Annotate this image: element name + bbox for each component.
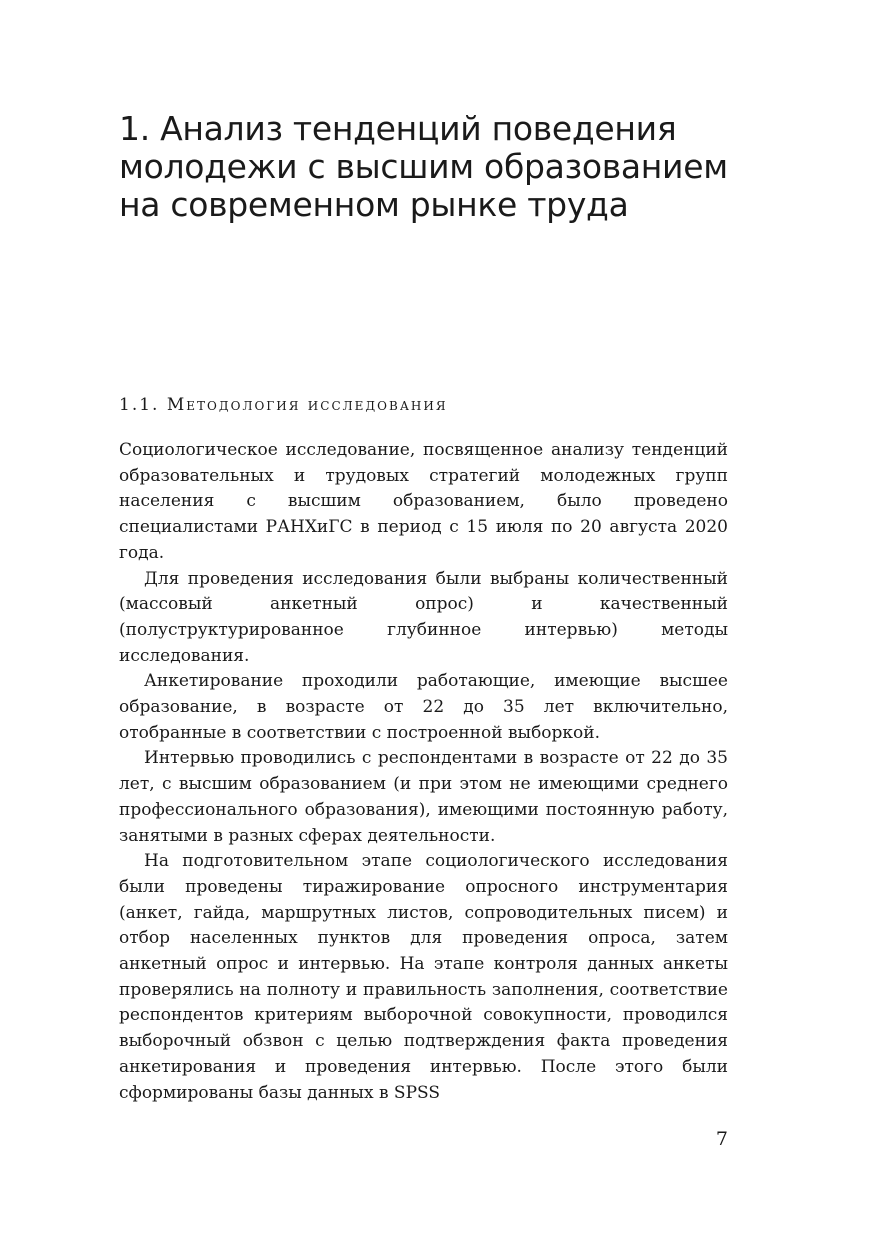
chapter-title bbox=[119, 110, 739, 224]
paragraph: Интервью проводились с респондентами в возрасте от 22 до 35 лет, с высшим образованием (и при этом не имеющими среднего профессионального образования), имеющими постоянную работу, занятыми в разных сферах деятельности. bbox=[119, 748, 728, 846]
page-number: 7 bbox=[715, 1128, 728, 1150]
paragraph: Социологическое исследование, посвященное анализу тенденций образовательных и трудовых стратегий молодежных групп населения с высшим образованием, было проведено специалистами РАНХиГС в период с 15 июля по 20 августа 2020 года. bbox=[119, 440, 728, 563]
chapter-title-line: молодежи с высшим образованием bbox=[119, 147, 728, 186]
chapter-title-line: 1. Анализ тенденций поведения bbox=[119, 109, 677, 148]
chapter-title-line: на современном рынке труда bbox=[119, 185, 629, 224]
section-heading: 1.1. Методология исследования bbox=[119, 395, 448, 415]
paragraph: Анкетирование проходили работающие, имеющие высшее образование, в возрасте от 22 до 35 лет включительно, отобранные в соответствии с построенной выборкой. bbox=[119, 671, 728, 743]
body-text bbox=[119, 438, 728, 1106]
paragraph: Для проведения исследования были выбраны количественный (массовый анкетный опрос) и качественный (полуструктурированное глубинное интервью) методы исследования. bbox=[119, 568, 728, 666]
paragraph: На подготовительном этапе социологического исследования были проведены тиражирование опросного инструментария (анкет, гайда, маршрутных листов, сопроводительных писем) и отбор населенных пунктов для проведения опроса, затем анкетный опрос и интервью. На этапе контроля данных анкеты проверялись на полноту и правильность заполнения, соответствие респондентов критериям выборочной совокупности, проводился выборочный обзвон с целью подтверждения факта проведения анкетирования и проведения интервью. После этого были сформированы базы данных в SPSS bbox=[119, 851, 728, 1103]
